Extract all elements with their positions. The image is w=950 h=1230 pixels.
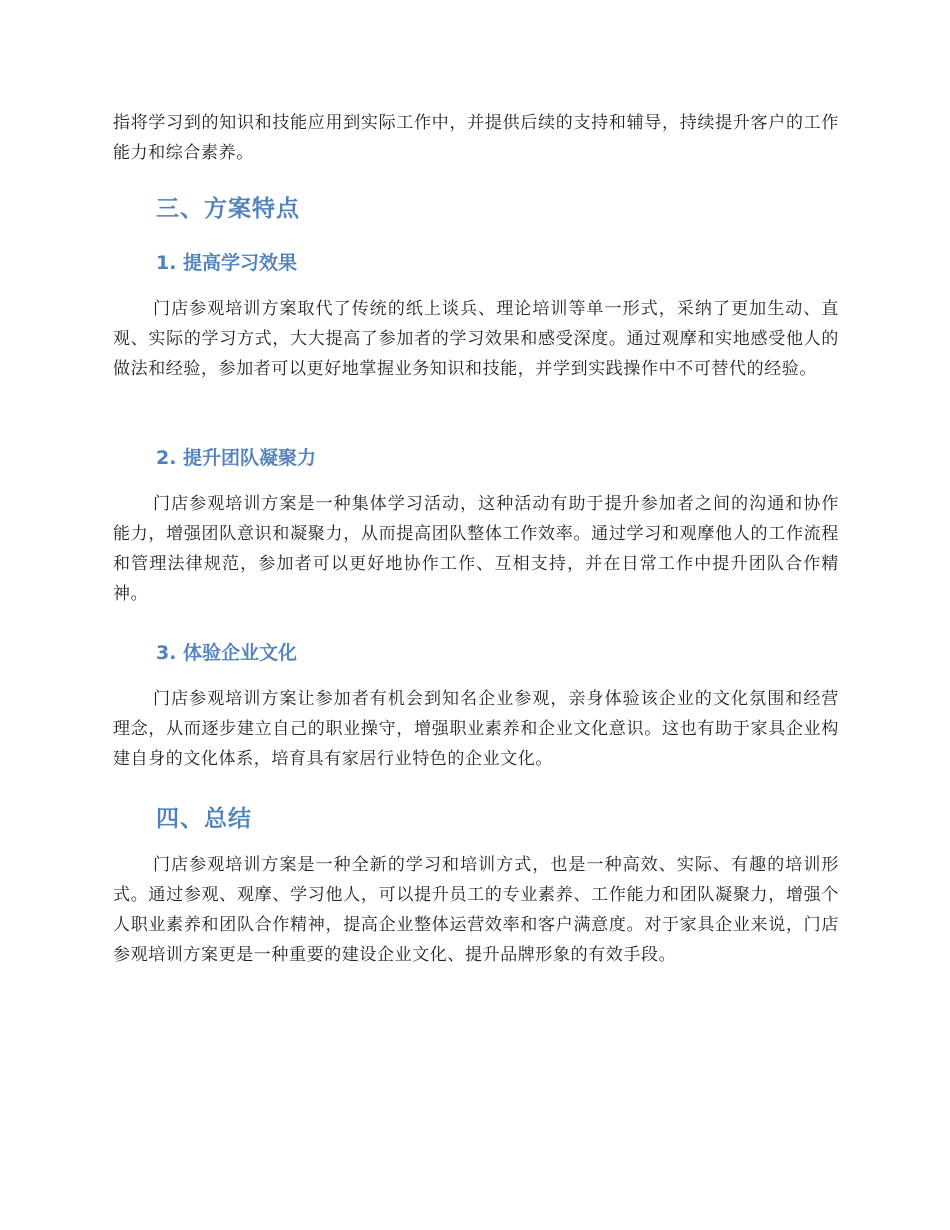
paragraph-learning-effect: 门店参观培训方案取代了传统的纸上谈兵、理论培训等单一形式，采纳了更加生动、直观、实际的学习方式，大大提高了参加者的学习效果和感受深度。通过观摩和实地感受他人的做法和经验，参加者可以更好地掌握业务知识和技能，并学到实践操作中不可替代的经验。 bbox=[113, 299, 839, 379]
subheading-learning-effect: 1. 提高学习效果 bbox=[156, 252, 298, 274]
paragraph-team-cohesion: 门店参观培训方案是一种集体学习活动，这种活动有助于提升参加者之间的沟通和协作能力，增强团队意识和凝聚力，从而提高团队整体工作效率。通过学习和观摩他人的工作流程和管理法律规范，参加者可以更好地协作工作、互相支持，并在日常工作中提升团队合作精神。 bbox=[113, 494, 839, 604]
section-heading-features: 三、方案特点 bbox=[156, 196, 300, 222]
paragraph-summary: 门店参观培训方案是一种全新的学习和培训方式，也是一种高效、实际、有趣的培训形式。通过参观、观摩、学习他人，可以提升员工的专业素养、工作能力和团队凝聚力，增强个人职业素养和团队合作精神，提高企业整体运营效率和客户满意度。对于家具企业来说，门店参观培训方案更是一种重要的建设企业文化、提升品牌形象的有效手段。 bbox=[113, 855, 839, 965]
paragraph-corporate-culture: 门店参观培训方案让参加者有机会到知名企业参观，亲身体验该企业的文化氛围和经营理念，从而逐步建立自己的职业操守，增强职业素养和企业文化意识。这也有助于家具企业构建自身的文化体系，培育具有家居行业特色的企业文化。 bbox=[113, 689, 839, 769]
subheading-corporate-culture: 3. 体验企业文化 bbox=[156, 642, 298, 664]
paragraph-intro-tail: 指将学习到的知识和技能应用到实际工作中，并提供后续的支持和辅导，持续提升客户的工作能力和综合素养。 bbox=[113, 113, 839, 163]
subheading-team-cohesion: 2. 提升团队凝聚力 bbox=[156, 447, 317, 469]
section-heading-summary: 四、总结 bbox=[156, 806, 252, 832]
